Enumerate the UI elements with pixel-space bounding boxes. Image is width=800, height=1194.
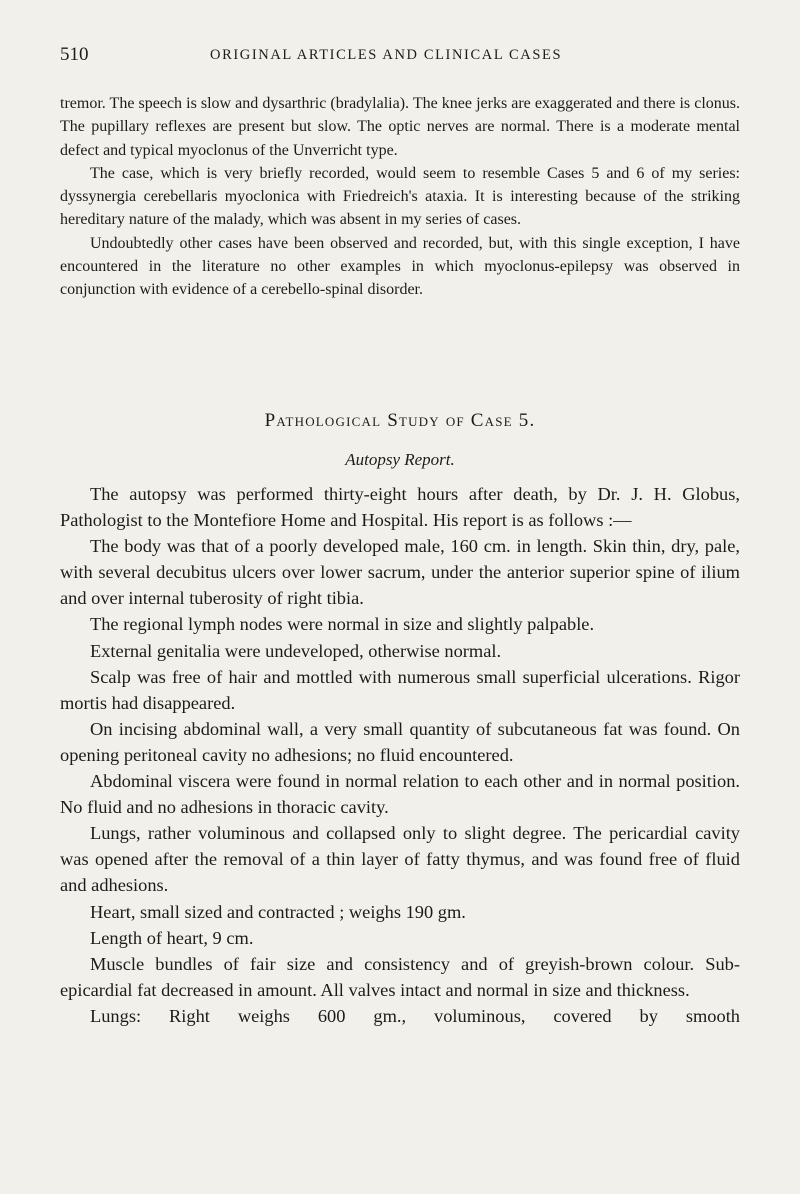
page-header: [60, 44, 740, 68]
report-paragraph-4: External genitalia were undeveloped, otherwise normal.: [90, 640, 502, 661]
report-paragraph-2: The body was that of a poorly developed male, 160 cm. in length. Skin thin, dry, pale, with several decubitus ulcers over lower sacrum, under the anterior superior spine of ilium and over internal tuberosity of right tibia.: [60, 536, 740, 609]
intro-paragraph-1: tremor. The speech is slow and dysarthric (bradylalia). The knee jerks are exaggerated and there is clonus. The pupillary reflexes are present but slow. The optic nerves are normal. There is a moderate mental defect and typical myoclonus of the Unverricht type.: [60, 95, 740, 159]
page-number: 510: [60, 44, 89, 65]
report-paragraph-12: Lungs: Right weighs 600 gm., voluminous, covered by smooth: [90, 1005, 740, 1026]
report-paragraph-6: On incising abdominal wall, a very small quantity of subcutaneous fat was found. On opening peritoneal cavity no adhesions; no fluid encountered.: [60, 718, 740, 765]
section-subtitle: Autopsy Report.: [345, 450, 455, 469]
report-paragraph-8: Lungs, rather voluminous and collapsed only to slight degree. The pericardial cavity was opened after the removal of a thin layer of fatty thymus, and was found free of fluid and adhesions.: [60, 823, 740, 896]
report-paragraph-1: The autopsy was performed thirty-eight hours after death, by Dr. J. H. Globus, Pathologist to the Montefiore Home and Hospital. His report is as follows :—: [60, 484, 740, 531]
report-paragraph-10: Length of heart, 9 cm.: [90, 927, 254, 948]
report-paragraph-5: Scalp was free of hair and mottled with numerous small superficial ulcerations. Rigor mortis had disappeared.: [60, 666, 740, 713]
autopsy-report-text: [60, 481, 740, 1029]
report-paragraph-3: The regional lymph nodes were normal in size and slightly palpable.: [90, 614, 595, 635]
intro-text: [60, 92, 740, 302]
report-paragraph-9: Heart, small sized and contracted ; weighs 190 gm.: [90, 901, 466, 922]
report-paragraph-7: Abdominal viscera were found in normal relation to each other and in normal position. No fluid and no adhesions in thoracic cavity.: [60, 771, 740, 818]
intro-paragraph-2: The case, which is very briefly recorded, would seem to resemble Cases 5 and 6 of my series: dyssynergia cerebellaris myoclonica with Friedreich's ataxia. It is interesting because of the striking hereditary nature of the malady, which was absent in my series of cases.: [60, 164, 740, 229]
section-title: Pathological Study of Case 5.: [264, 410, 536, 431]
report-paragraph-11: Muscle bundles of fair size and consistency and of greyish-brown colour. Sub-epicardial fat decreased in amount. All valves intact and normal in size and thickness.: [60, 953, 740, 1000]
running-head: ORIGINAL ARTICLES AND CLINICAL CASES: [210, 47, 563, 63]
intro-paragraph-3: Undoubtedly other cases have been observed and recorded, but, with this single exception, I have encountered in the literature no other examples in which myoclonus-epilepsy was observed in conjunction with evidence of a cerebello-spinal disorder.: [60, 234, 740, 299]
